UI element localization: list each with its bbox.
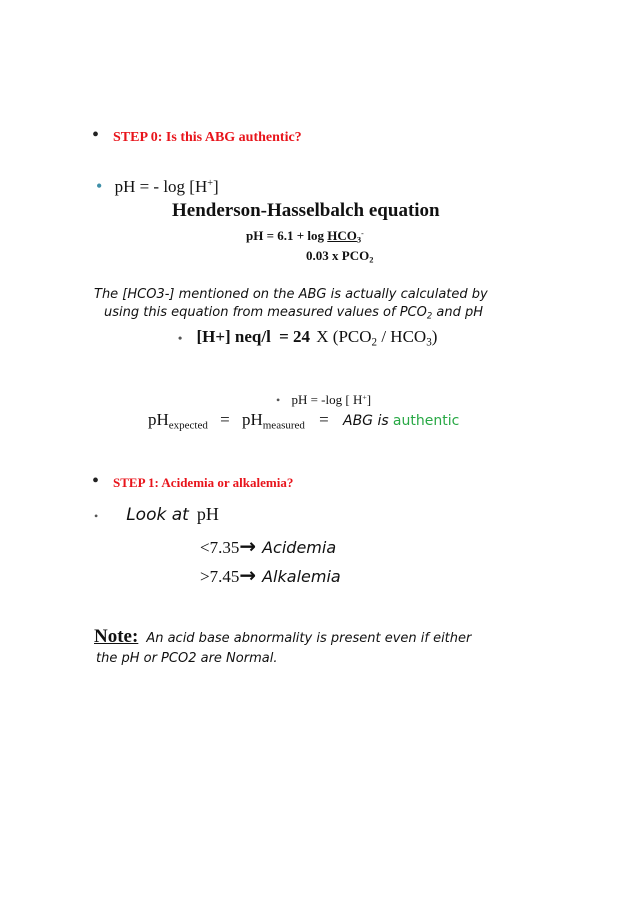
hh-line1-pre: pH = 6.1 + log [246, 228, 328, 243]
h-eq-p3: X (PCO [316, 327, 372, 346]
ph-expected-sub: expected [168, 419, 208, 432]
ph-measured-sub: measured [262, 419, 305, 432]
arrow-icon: → [239, 563, 257, 587]
hh-numerator-text: HCO [327, 228, 357, 243]
ph-log-post: ] [366, 392, 372, 407]
h-eq-p3-wrap [316, 327, 438, 349]
authentic-line [148, 410, 459, 431]
hh-numerator [327, 228, 361, 243]
ph-formula-sup: + [207, 177, 213, 189]
h-eq-p1: [H+] neq/l [196, 327, 271, 346]
hh-line1 [246, 228, 364, 245]
hh-line2-pre: 0.03 x PCO [306, 248, 370, 263]
hco3-note-line2 [104, 305, 483, 321]
step0-heading: STEP 0: Is this ABG authentic? [113, 130, 302, 145]
ph-formula-post: ] [213, 177, 219, 196]
note-line2: the pH or PCO2 are Normal. [96, 651, 278, 666]
hco3-note-line2-post: and pH [432, 305, 483, 320]
h-eq-sub2: 3 [426, 336, 432, 349]
hh-line2-sub: 2 [369, 254, 374, 265]
equals-2: = [319, 410, 329, 429]
ph-log-pre: pH = -log [ H [291, 392, 363, 407]
ph-measured [241, 410, 305, 432]
authentic-word: authentic [392, 413, 460, 429]
note-text1: An acid base abnormality is present even if either [146, 631, 472, 646]
h-eq-p2: = 24 [279, 327, 311, 346]
hco3-note-line2-pre: using this equation from measured values of PCO [104, 305, 427, 320]
acidemia-row [200, 534, 336, 558]
bullet: • [92, 124, 100, 146]
abg-is: ABG is [343, 413, 389, 429]
hh-numerator-sub: 3 [356, 234, 362, 245]
hh-title: Henderson-Hasselbalch equation [172, 200, 440, 221]
ph-log-sup: + [362, 392, 367, 402]
h-equation [178, 327, 437, 348]
bullet: • [178, 331, 183, 345]
arrow-icon: → [239, 534, 257, 558]
hh-line2 [306, 248, 373, 265]
note-label: Note: [94, 626, 139, 647]
hco3-note-line1: The [HCO3-] mentioned on the ABG is actually calculated by [94, 287, 488, 302]
ph-expected [148, 410, 208, 432]
hco3-note-line2-sub: 2 [426, 310, 433, 321]
ph-expected-text: pH [148, 410, 169, 429]
bullet: • [276, 393, 281, 407]
ph-formula-pre: pH = - log [H [114, 177, 208, 196]
look-row [94, 504, 219, 525]
bullet: • [96, 176, 103, 196]
ph-formula [96, 176, 219, 197]
alkalemia-row [200, 563, 341, 587]
look-at: Look at [126, 505, 189, 525]
hh-numerator-sup: - [361, 228, 364, 238]
step0-row [92, 124, 302, 147]
bullet: • [92, 470, 100, 492]
h-eq-sub1: 2 [371, 336, 378, 349]
step1-row [92, 470, 293, 493]
h-eq-p4: / HCO [377, 327, 427, 346]
acidemia-label: Acidemia [262, 538, 337, 557]
bullet: • [94, 508, 99, 523]
note-line1 [94, 626, 471, 648]
ph-log [276, 392, 371, 408]
acidemia-value: <7.35 [200, 538, 240, 557]
h-eq-p5: ) [431, 327, 438, 346]
alkalemia-label: Alkalemia [262, 567, 341, 586]
alkalemia-value: >7.45 [200, 567, 240, 586]
look-ph: pH [196, 504, 219, 524]
ph-measured-text: pH [241, 410, 263, 429]
step1-heading: STEP 1: Acidemia or alkalemia? [113, 475, 294, 490]
equals-1: = [220, 410, 230, 429]
